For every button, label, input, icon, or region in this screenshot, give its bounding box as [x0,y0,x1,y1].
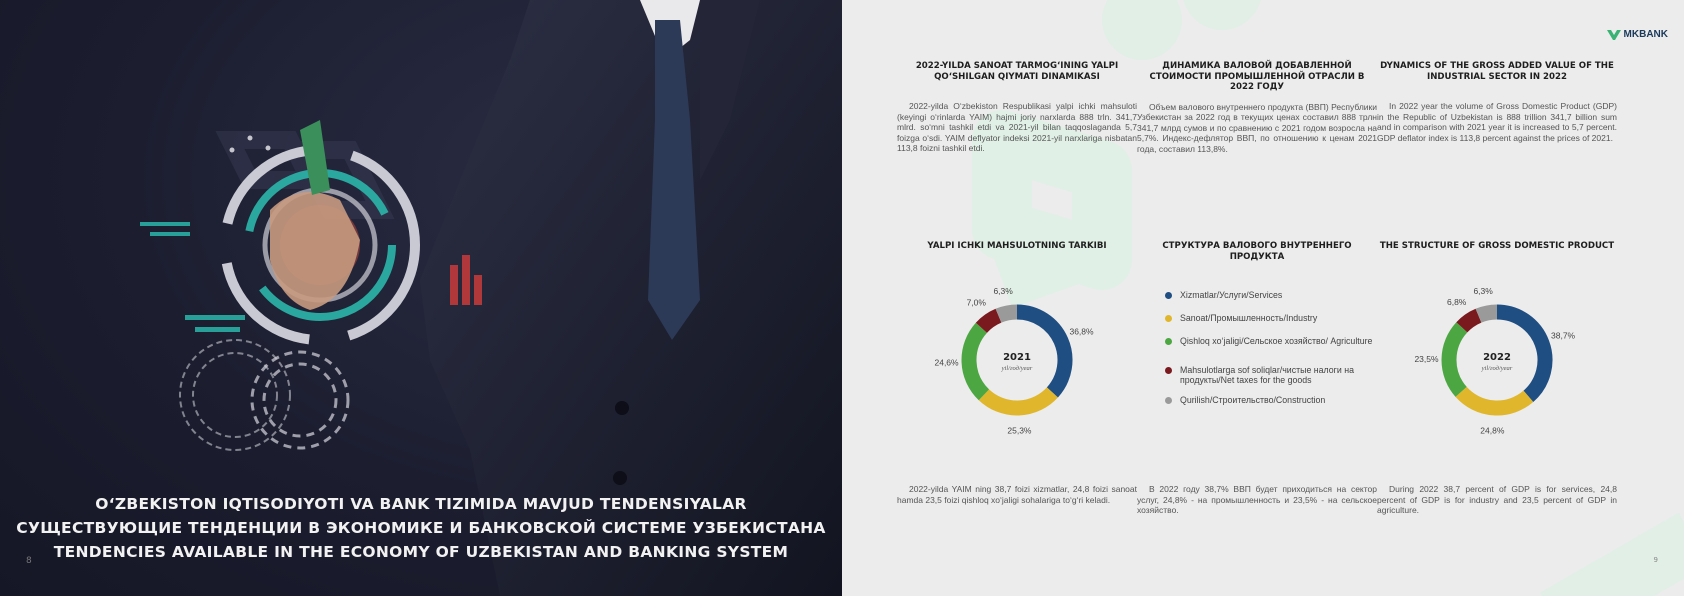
column-uz-text: 2022-yilda O‘zbekiston Respublikasi yalpi ichki mahsuloti (keyingi o‘rinlarda YAIM) hajmi joriy narxlarda 888 trln. 341,7 mlrd. so‘mni tashkil etdi va 2021-yil bilan taqqoslaganda 5,7 foizga o‘sdi. YAIM deflyator indeksi 2021-yil narxlariga nisbatan 113,8 foizni tashkil etdi. [897,101,1137,154]
chart-title-ru: СТРУКТУРА ВАЛОВОГО ВНУТРЕННЕГО ПРОДУКТА [1162,241,1352,262]
chart-title-uz: YALPI ICHKI MAHSULOTNING TARKIBI [927,241,1107,251]
donut-data-label: 24,8% [1480,425,1505,436]
cover-title-en: TENDENCIES AVAILABLE IN THE ECONOMY OF UZBEKISTAN AND BANKING SYSTEM [53,543,789,561]
donut-slice [981,316,998,328]
bottom-text-en: During 2022 38,7 percent of GDP is for services, 24,8 percent of GDP is for industry and 23,5 percent of GDP in agriculture. [1377,484,1617,516]
legend-swatch [1165,292,1172,299]
donut-slice [1461,392,1528,408]
legend-label: Qishloq xo‘jaligi/Сельское хозяйство/ Agriculture [1180,336,1373,346]
column-en-text: In 2022 year the volume of Gross Domestic Product (GDP) in the Republic of Uzbekistan is 888 trillion 341,7 billion sum and in comparison with 2021 year it is increased to 5,7 percent. GDP deflator index is 113,8 percent against the prices of 2021. [1377,101,1617,143]
column-ru-heading: ДИНАМИКА ВАЛОВОЙ ДОБАВЛЕННОЙ СТОИМОСТИ ПРОМЫШЛЕННОЙ ОТРАСЛИ В 2022 ГОДУ [1149,61,1365,92]
legend-item [1165,395,1395,405]
donut-center-year: 2021 [1003,352,1031,363]
legend-swatch [1165,338,1172,345]
donut-center-subtitle: yil/год/year [1481,365,1513,372]
column-uz [897,61,1137,154]
donut-data-label: 6,3% [993,285,1013,296]
column-uz-heading: 2022-YILDA SANOAT TARMOG‘INING YALPI QO‘SHILGAN QIYMATI DINAMIKASI [915,61,1119,82]
column-en [1377,61,1617,143]
donut-slice [984,392,1052,408]
page-number-right: 9 [1653,556,1658,564]
legend-label: Xizmatlar/Услуги/Services [1180,290,1283,300]
donut-data-label: 23,5% [1414,354,1439,365]
legend-swatch [1165,367,1172,374]
donut-slice [969,328,984,395]
donut-data-label: 25,3% [1007,425,1032,436]
bank-logo-text: MKBANK [1623,29,1668,40]
mkbank-logo-icon [1607,30,1621,40]
donut-chart-2022 [1377,280,1617,450]
legend-label: Qurilish/Строительство/Construction [1180,395,1326,405]
legend-item [1165,365,1395,385]
donut-slice [1479,312,1497,316]
legend-label: Mahsulotlarga sof soliqlar/чистые налоги на продукты/Net taxes for the goods [1180,365,1354,385]
legend-item [1165,290,1395,300]
cover-title [0,492,842,564]
donut-data-label: 6,8% [1446,297,1467,308]
donut-slice [998,312,1017,316]
right-page [842,0,1684,596]
bottom-text-ru: В 2022 году 38,7% ВВП будет приходиться на сектор услуг, 24,8% - на промышленность и 23,5% - на сельское хозяйство. [1137,484,1377,516]
column-ru-text: Объем валового внутреннего продукта (ВВП) Республики Узбекистан за 2022 год в текущих ценах составил 888 трлн 341,7 млрд сумов и по сравнению с 2021 годом возросла на 5,7%. Индекс-дефлятор ВВП, по отношению к ценам 2021 года, составил 113,8%. [1137,101,1377,154]
column-en-heading: DYNAMICS OF THE GROSS ADDED VALUE OF THE INDUSTRIAL SECTOR IN 2022 [1380,61,1614,82]
donut-center-year: 2022 [1483,352,1511,363]
legend-swatch [1165,315,1172,322]
donut-slice [1449,327,1462,392]
chart-legend [1165,290,1395,430]
bottom-text-uz: 2022-yilda YAIM ning 38,7 foizi xizmatlar, 24,8 foizi sanoat hamda 23,5 foizi qishloq xo‘jaligi sohalariga to‘g‘ri keladi. [897,484,1137,505]
page-number-left: 8 [26,556,32,566]
bank-logo [1607,29,1668,40]
column-ru [1137,61,1377,154]
donut-data-label: 24,6% [934,357,959,368]
cover-title-uz: O‘ZBEKISTON IQTISODIYOTI VA BANK TIZIMIDA MAVJUD TENDENSIYALAR [95,495,747,513]
cover-title-ru: СУЩЕСТВУЮЩИЕ ТЕНДЕНЦИИ В ЭКОНОМИКЕ И БАНКОВСКОЙ СИСТЕМЕ УЗБЕКИСТАНА [16,519,826,537]
legend-item [1165,336,1395,346]
donut-data-label: 38,7% [1551,330,1576,341]
donut-data-label: 7,0% [966,297,986,308]
legend-swatch [1165,397,1172,404]
donut-slice [1462,316,1479,328]
donut-center-subtitle: yil/год/year [1001,365,1033,372]
legend-item [1165,313,1395,323]
donut-data-label: 6,3% [1473,285,1493,296]
chart-title-en: THE STRUCTURE OF GROSS DOMESTIC PRODUCT [1379,241,1615,251]
donut-chart-2021 [897,280,1137,450]
legend-label: Sanoat/Промышленность/Industry [1180,313,1318,323]
donut-data-label: 36,8% [1069,326,1094,337]
